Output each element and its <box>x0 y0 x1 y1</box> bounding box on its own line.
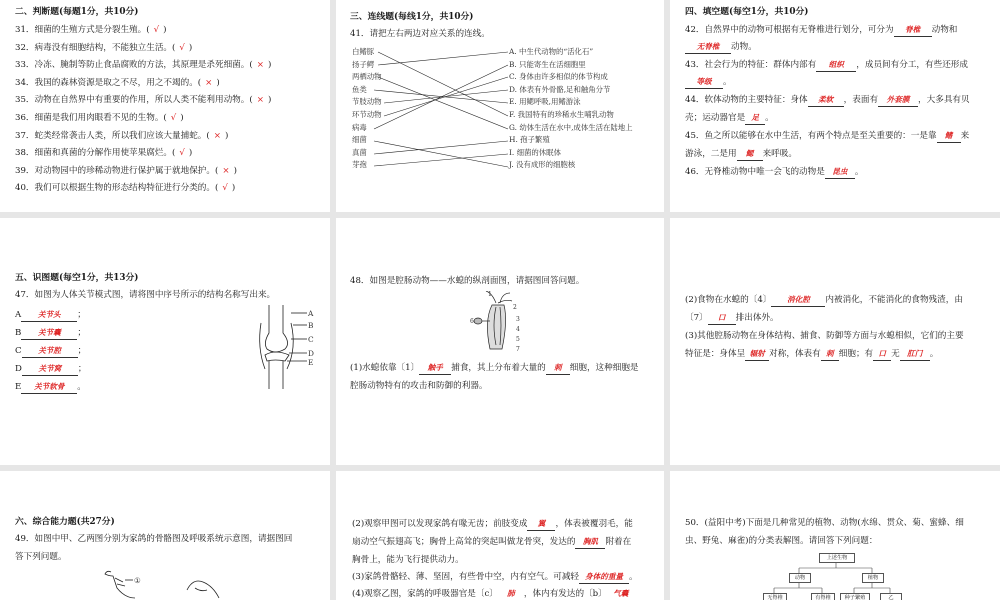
question-42: 42．自然界中的动物可根据有无脊椎进行划分，可分为 脊椎 动物和 <box>685 25 958 35</box>
answer-blank: 口 <box>708 312 736 325</box>
match-left-item: 两栖动物 <box>352 72 382 82</box>
answer-mark: × <box>205 77 213 88</box>
answer-blank: 关节窝 <box>22 363 78 376</box>
answer-blank: 刺 <box>546 362 570 375</box>
answer-blank: 翼 <box>527 518 555 531</box>
question-42-cont: 无脊椎 动物。 <box>685 41 757 54</box>
answer-blank: 关节头 <box>21 309 77 322</box>
fig-label-4: 4 <box>516 326 520 333</box>
panel-true-false <box>0 0 330 212</box>
tree-node-root: 上述生物 <box>819 553 855 563</box>
answer-mark: √ <box>153 25 160 35</box>
panel-fill-blank <box>670 0 1000 212</box>
question-45: 45．鱼之所以能够在水中生活，有两个特点是至关重要的：一是靠 鳍 来 <box>685 131 970 141</box>
question-48: 48．如图是腔肠动物——水螅的纵剖面图，请据图回答问题。 <box>350 276 585 286</box>
answer-blank: 关节囊 <box>21 327 77 340</box>
lower-bone-head <box>265 352 289 361</box>
question-49-part4: (4)观察乙图，家鸽的呼吸器官是〔c〕 肺 ，体内有发达的〔b〕 气囊 <box>352 588 635 600</box>
answer-mark: √ <box>179 148 185 159</box>
match-line <box>374 141 508 154</box>
answer-mark: √ <box>179 42 185 53</box>
joint-answer-row: A 关节头 ； <box>15 310 86 320</box>
lung-outline <box>187 581 219 598</box>
fig-label-5: 5 <box>516 336 520 343</box>
joint-answer-row: E 关节软骨 。 <box>15 382 86 392</box>
answer-blank: 鳃 <box>737 148 763 161</box>
match-left-item: 扬子鳄 <box>352 59 375 69</box>
section-heading: 二、判断题(每题1分，共10分) <box>15 7 139 17</box>
answer-blank: 气囊 <box>607 588 635 600</box>
panel-hydra-questions <box>670 218 1000 465</box>
question-48-part2-cont: 〔7〕 口 排出体外。 <box>685 313 779 323</box>
answer-blank: 消化腔 <box>771 294 825 307</box>
fig-label-7: 7 <box>516 346 520 353</box>
fig-label-b: B <box>308 321 314 330</box>
panel-hydra-diagram <box>336 218 664 465</box>
section-heading: 五、识图题(每空1分，共13分) <box>15 273 139 283</box>
joint-capsule <box>260 323 294 369</box>
question-46: 46．无脊椎动物中唯一会飞的动物是 昆虫 。 <box>685 167 864 177</box>
judgement-item: 31．细菌的生殖方式是分裂生殖。( √ ) <box>15 25 167 35</box>
answer-mark: √ <box>222 183 228 194</box>
hydra-body <box>487 305 505 349</box>
match-left-item: 真菌 <box>352 147 367 157</box>
match-line <box>374 141 508 167</box>
match-right-item: A. 中生代动物的“活化石” <box>509 47 594 56</box>
section-heading: 三、连线题(每线1分，共10分) <box>350 12 474 22</box>
fig-label-3: 3 <box>516 316 520 323</box>
match-line <box>378 77 508 129</box>
question-49-part2-cont: 扇动空气振翅高飞；胸骨上高耸的突起叫做龙骨突，发达的 胸肌 附着在 <box>352 537 632 547</box>
answer-blank: 关节软骨 <box>21 381 77 394</box>
match-left-item: 芽孢 <box>352 160 367 170</box>
fig-label-d: D <box>308 349 314 358</box>
answer-blank: 身体的重量 <box>579 571 629 584</box>
answer-blank: 口 <box>873 348 891 361</box>
match-right-item: J. 没有成形的细胞核 <box>509 160 576 170</box>
match-right-item: I. 细菌的休眠体 <box>509 147 561 157</box>
fig-label-1: 1 <box>488 291 492 298</box>
section-heading: 四、填空题(每空1分，共10分) <box>685 7 809 17</box>
tree-node-invertebrate: 无脊椎 <box>763 593 787 600</box>
joint-answer-row: B 关节囊 ； <box>15 328 86 338</box>
match-line <box>374 154 508 166</box>
match-right-item: B. 只能寄生在活细胞里 <box>509 59 586 69</box>
question-45-cont: 游泳，二是用 鳃 来呼吸。 <box>685 149 797 159</box>
question-43: 43．社会行为的特征：群体内部有 组织 ，成员间有分工，有些还形成 <box>685 60 968 70</box>
question-49-part2: (2)观察甲图可以发现家鸽有喙无齿；前肢变成 翼 ，体表被覆羽毛，能 <box>352 519 633 529</box>
joint-answer-row: D 关节窝 ； <box>15 364 87 374</box>
tree-node-plant: 植物 <box>862 573 884 583</box>
answer-mark: × <box>256 60 264 71</box>
question-44: 44．软体动物的主要特征：身体 柔软 ，表面有 外套膜 ，大多具有贝 <box>685 95 970 105</box>
answer-blank: 刺 <box>821 348 839 361</box>
match-right-item: D. 体表有外骨骼,足和触角分节 <box>509 84 611 94</box>
panel-joint-diagram <box>0 218 330 465</box>
question-50-cont: 虫、野兔、麻雀)的分类表解图。请回答下列问题： <box>685 536 878 546</box>
answer-blank: 肛门 <box>900 348 930 361</box>
answer-blank: 关节腔 <box>22 345 78 358</box>
match-left-item: 细菌 <box>352 135 367 145</box>
match-left-item: 环节动物 <box>352 110 382 119</box>
question-41: 41．请把左右两边对应关系的连线。 <box>350 29 490 39</box>
answer-blank: 肺 <box>498 588 524 600</box>
match-line <box>378 52 508 116</box>
answer-blank: 柔软 <box>808 94 844 107</box>
question-48-part1: (1)水螅依靠〔1〕 触手 捕食，其上分布着大量的 刺 细胞，这种细胞是 <box>350 363 639 373</box>
match-line <box>378 52 508 65</box>
match-right-item: H. 孢子繁殖 <box>509 135 550 145</box>
answer-blank: 脊椎 <box>894 24 932 37</box>
fig-label-e: E <box>308 358 314 367</box>
match-line <box>374 65 508 129</box>
match-right-item: F. 我国特有的珍稀水生哺乳动物 <box>509 110 614 119</box>
question-44-cont: 壳；运动器官是 足 。 <box>685 113 774 123</box>
fig-label-2: 2 <box>513 304 517 311</box>
answer-blank: 外套膜 <box>878 94 918 107</box>
match-right-item: C. 身体由许多相似的体节构成 <box>509 72 608 82</box>
match-left-item: 鱼类 <box>352 84 367 94</box>
lower-bone <box>269 361 283 389</box>
answer-mark: √ <box>170 113 177 123</box>
fig-label-6: 6 <box>470 318 474 325</box>
section-heading: 六、综合能力题(共27分) <box>15 517 115 527</box>
judgement-item: 38．细菌和真菌的分解作用使苹果腐烂。( √ ) <box>15 148 193 159</box>
answer-blank: 无脊椎 <box>685 41 731 54</box>
answer-mark: × <box>213 130 221 141</box>
matching-lines <box>336 0 664 212</box>
panel-matching <box>336 0 664 212</box>
tree-node-vertebrate: 有脊椎 <box>811 593 835 600</box>
answer-blank: 昆虫 <box>825 166 855 179</box>
match-left-item: 节肢动物 <box>352 97 382 107</box>
upper-bone <box>265 305 287 352</box>
fig-label-c: C <box>308 335 314 344</box>
question-48-part2: (2)食物在水螅的〔4〕 消化腔 内被消化，不能消化的食物残渣，由 <box>685 295 963 305</box>
judgement-item: 32．病毒没有细胞结构，不能独立生活。( √ ) <box>15 42 193 53</box>
match-right-item: G. 幼体生活在水中,成体生活在陆地上 <box>509 122 633 132</box>
classification-tree-lines <box>670 471 1000 600</box>
joint-diagram <box>255 303 325 393</box>
panel-pigeon-diagram <box>0 471 330 600</box>
judgement-item: 40．我们可以根据生物的形态结构特征进行分类的。( √ ) <box>15 183 236 194</box>
question-43-cont: 等级 。 <box>685 76 732 89</box>
match-right-item: E. 用鳃呼吸,用鳍游泳 <box>509 97 581 107</box>
judgement-item: 33．冷冻、腌制等防止食品腐败的方法，其原理是杀死细菌。( × ) <box>15 60 272 71</box>
question-49-part3: (3)家鸽骨骼轻、薄、坚固，有些骨中空，内有空气。可减轻 身体的重量 。 <box>352 572 638 582</box>
pigeon-skeleton-diagram <box>95 568 245 600</box>
tree-node-seed: 种子繁殖 <box>840 593 870 600</box>
answer-blank: 鳍 <box>937 130 961 143</box>
match-left-item: 病毒 <box>352 122 367 132</box>
question-49-cont: 答下列问题。 <box>15 552 67 562</box>
panel-classification <box>670 471 1000 600</box>
judgement-item: 37．蛇类经常袭击人类，所以我们应该大量捕蛇。( × ) <box>15 130 229 141</box>
answer-mark: × <box>256 95 264 106</box>
question-50: 50．(益阳中考)下面是几种常见的植物、动物(水绵、贯众、菊、蜜蜂、细 <box>685 518 964 528</box>
answer-mark: × <box>222 165 230 176</box>
question-49: 49．如图中甲、乙两图分别为家鸽的骨骼图及呼吸系统示意图，请据图回 <box>15 534 293 544</box>
judgement-item: 35．动物在自然界中有重要的作用，所以人类不能利用动物。( × ) <box>15 95 272 106</box>
answer-blank: 胸肌 <box>575 536 605 549</box>
fig-label-a: A <box>308 309 314 318</box>
hydra-diagram <box>466 291 536 363</box>
answer-blank: 触手 <box>419 362 451 375</box>
judgement-item: 39．对动物园中的珍稀动物进行保护属于就地保护。( × ) <box>15 165 237 176</box>
question-48-part1-cont: 腔肠动物特有的攻击和防御的利器。 <box>350 381 488 391</box>
judgement-item: 34．我国的森林资源是取之不尽，用之不竭的。( × ) <box>15 77 220 88</box>
joint-answer-row: C 关节腔 ； <box>15 346 87 356</box>
judgement-item: 36．细菌是我们用肉眼看不见的生物。( √ ) <box>15 113 184 123</box>
question-49-part2-end: 胸骨上，能为飞行提供动力。 <box>352 555 464 565</box>
answer-blank: 足 <box>745 112 765 125</box>
answer-blank: 辐射 <box>745 348 769 361</box>
tree-node-yi: 乙 <box>880 593 902 600</box>
tree-node-animal: 动物 <box>789 573 811 583</box>
answer-blank: 组织 <box>816 59 856 72</box>
question-47: 47．如图为人体关节模式图，请将图中序号所示的结构名称写出来。 <box>15 290 276 300</box>
question-48-part3-cont: 特征是：身体呈 辐射 对称，体表有 刺 细胞；有 口 无 肛门 。 <box>685 349 939 359</box>
bud <box>474 318 482 324</box>
match-left-item: 白鳍豚 <box>352 47 375 56</box>
panel-pigeon-questions <box>336 471 664 600</box>
answer-blank: 等级 <box>685 76 723 89</box>
question-48-part3: (3)其他腔肠动物在身体结构、捕食、防御等方面与水螅相似，它们的主要 <box>685 331 964 341</box>
match-line <box>384 77 508 116</box>
fig-label-1: ① <box>134 576 141 585</box>
